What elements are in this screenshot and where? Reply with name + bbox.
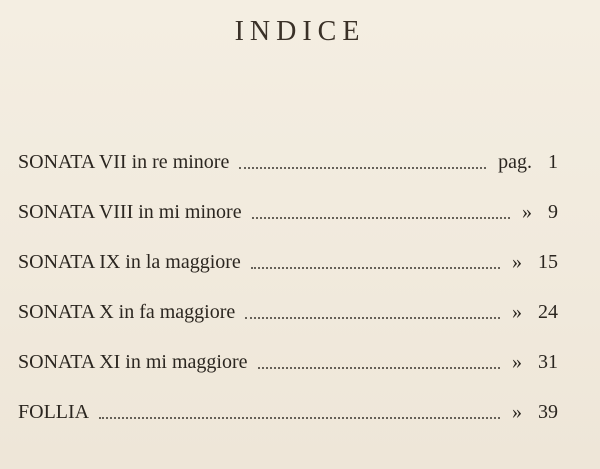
toc-entry-4 (18, 287, 558, 337)
toc-entry-2 (18, 187, 558, 237)
dot-leader (99, 416, 500, 419)
page-prefix: » (512, 250, 522, 273)
page-title: INDICE (234, 16, 366, 47)
page-number: 24 (538, 300, 558, 323)
toc-entry-1 (18, 137, 558, 187)
page-prefix: pag. (498, 150, 532, 173)
page-prefix: » (512, 300, 522, 323)
toc-entry-label: SONATA VII in re minore (18, 150, 230, 173)
toc-entry-label: SONATA X in fa maggiore (18, 300, 236, 323)
toc-page-ref (512, 401, 558, 424)
toc-page-ref (498, 151, 558, 174)
toc-entry-label: FOLLIA (18, 400, 90, 423)
dot-leader (245, 316, 500, 319)
toc-entry-label: SONATA IX in la maggiore (18, 250, 241, 273)
dot-leader (239, 166, 486, 169)
toc-entry-6 (18, 387, 558, 437)
page-prefix: » (512, 400, 522, 423)
toc-page-ref (512, 251, 558, 274)
dot-leader (252, 216, 510, 219)
dot-leader (258, 366, 501, 369)
toc-page-ref (512, 351, 558, 374)
page-number: 9 (548, 200, 558, 223)
toc-page-ref (522, 201, 558, 224)
toc-page-ref (512, 301, 558, 324)
page-prefix: » (522, 200, 532, 223)
page-number: 31 (538, 350, 558, 373)
toc-entry-label: SONATA XI in mi maggiore (18, 350, 248, 373)
page-number: 1 (548, 150, 558, 173)
page-number: 39 (538, 400, 558, 423)
table-of-contents (18, 137, 558, 437)
page-prefix: » (512, 350, 522, 373)
toc-entry-3 (18, 237, 558, 287)
toc-entry-5 (18, 337, 558, 387)
dot-leader (251, 266, 500, 269)
toc-entry-label: SONATA VIII in mi minore (18, 200, 242, 223)
page-number: 15 (538, 250, 558, 273)
